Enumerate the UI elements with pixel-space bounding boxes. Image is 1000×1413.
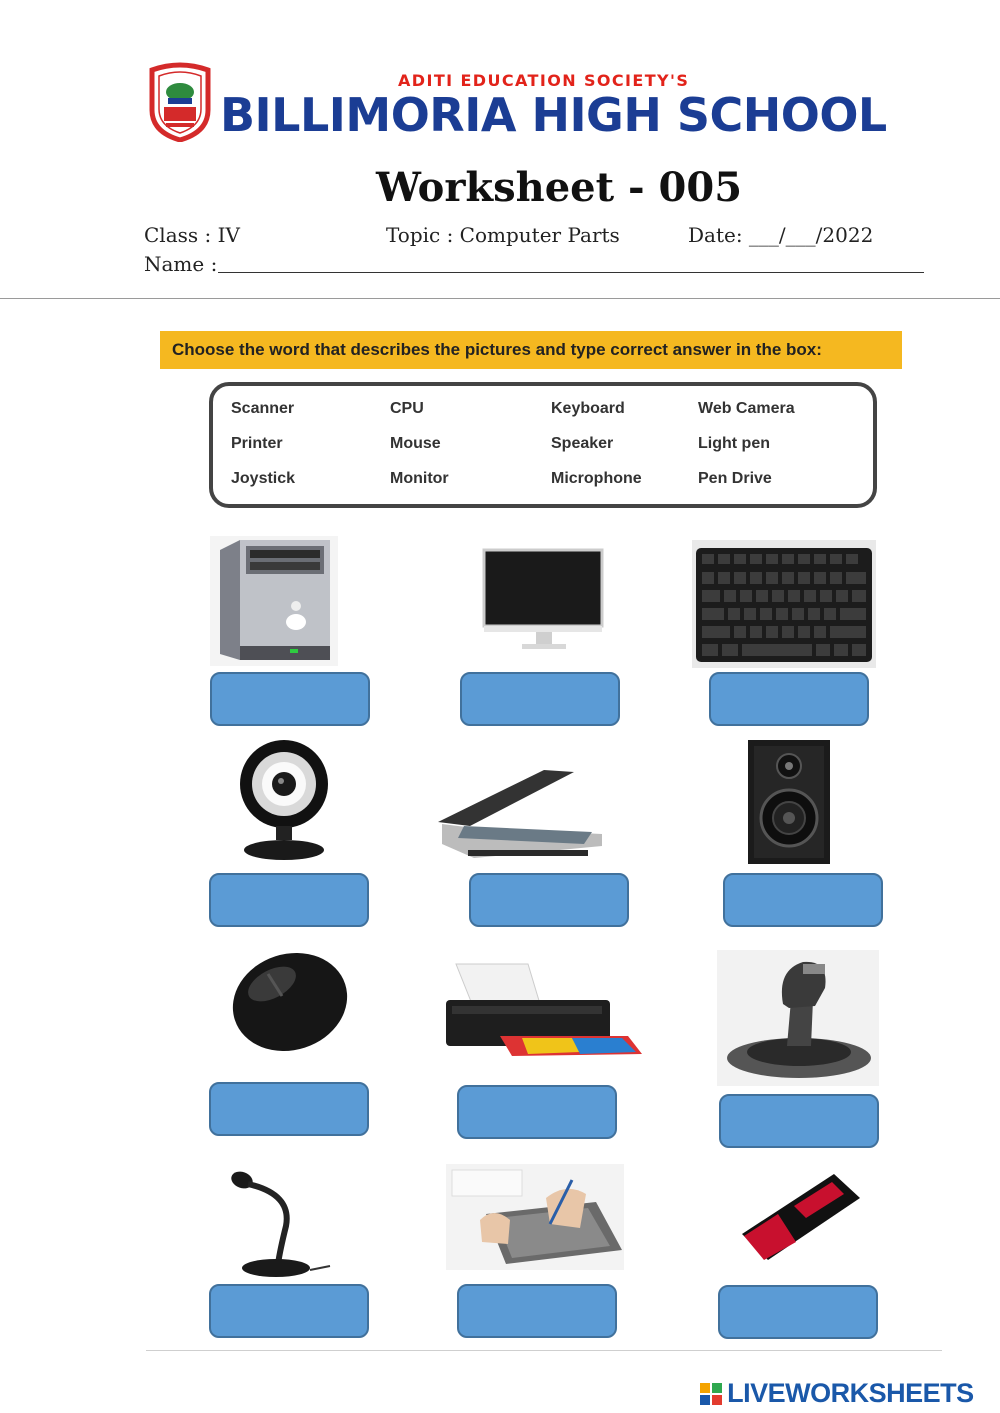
answer-box-2[interactable] <box>460 672 620 726</box>
keyboard-icon <box>692 540 876 668</box>
school-name: BILLIMORIA HIGH SCHOOL <box>220 88 887 142</box>
name-line <box>218 272 924 273</box>
word-joystick: Joystick <box>231 470 296 487</box>
word-web-camera: Web Camera <box>698 400 795 417</box>
footer-divider <box>146 1350 942 1351</box>
date-label: Date: ___/___/2022 <box>688 223 874 247</box>
word-scanner: Scanner <box>231 400 295 417</box>
liveworksheets-text: LIVEWORKSHEETS <box>727 1378 974 1408</box>
word-mouse: Mouse <box>390 435 441 452</box>
light-pen-tablet-icon <box>446 1164 624 1270</box>
joystick-icon <box>717 950 879 1086</box>
word-light-pen: Light pen <box>698 435 770 452</box>
answer-box-9[interactable] <box>719 1094 879 1148</box>
header-divider <box>0 298 1000 299</box>
answer-box-11[interactable] <box>457 1284 617 1338</box>
word-microphone: Microphone <box>551 470 642 487</box>
word-printer: Printer <box>231 435 283 452</box>
answer-box-5[interactable] <box>469 873 629 927</box>
word-keyboard: Keyboard <box>551 400 625 417</box>
answer-box-6[interactable] <box>723 873 883 927</box>
topic-label: Topic : Computer Parts <box>386 223 620 247</box>
class-label: Class : IV <box>144 223 240 247</box>
instruction-text: Choose the word that describes the pictures and type correct answer in the box: <box>172 340 822 359</box>
word-monitor: Monitor <box>390 470 449 487</box>
speaker-icon <box>748 740 830 864</box>
name-label: Name : <box>144 252 218 276</box>
answer-box-4[interactable] <box>209 873 369 927</box>
liveworksheets-logo[interactable] <box>700 1378 974 1409</box>
liveworksheets-icon <box>700 1383 722 1405</box>
society-name: ADITI EDUCATION SOCIETY'S <box>398 71 690 90</box>
answer-box-7[interactable] <box>209 1082 369 1136</box>
web-camera-icon <box>236 734 334 864</box>
word-cpu: CPU <box>390 400 424 417</box>
monitor-icon <box>460 530 630 668</box>
word-pen-drive: Pen Drive <box>698 470 772 487</box>
answer-box-3[interactable] <box>709 672 869 726</box>
mouse-icon <box>222 944 352 1062</box>
answer-box-1[interactable] <box>210 672 370 726</box>
microphone-icon <box>226 1166 332 1280</box>
printer-icon <box>442 962 642 1060</box>
cpu-tower-icon <box>210 536 338 666</box>
pen-drive-icon <box>734 1164 862 1268</box>
school-logo <box>146 62 214 142</box>
answer-box-12[interactable] <box>718 1285 878 1339</box>
answer-box-8[interactable] <box>457 1085 617 1139</box>
worksheet-title: Worksheet - 005 <box>376 164 743 211</box>
scanner-icon <box>434 768 606 860</box>
word-speaker: Speaker <box>551 435 614 452</box>
answer-box-10[interactable] <box>209 1284 369 1338</box>
